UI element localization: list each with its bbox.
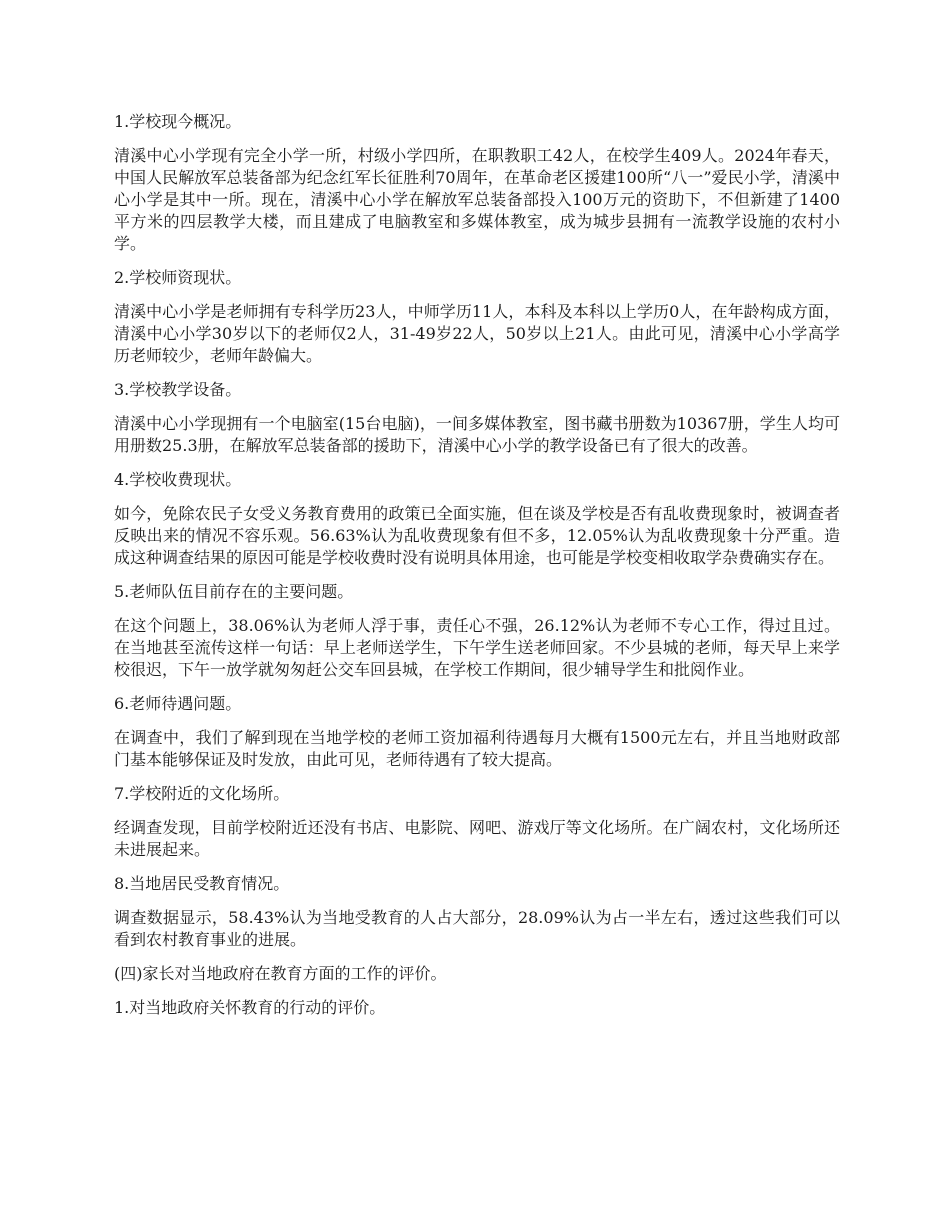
paragraph-resident-education: 调查数据显示，58.43%认为当地受教育的人占大部分，28.09%认为占一半左右，透过这些我们可以看到农村教育事业的进展。 xyxy=(114,908,840,949)
section-heading-parent-evaluation: (四)家长对当地政府在教育方面的工作的评价。 xyxy=(114,964,447,983)
section-heading-government-care: 1.对当地政府关怀教育的行动的评价。 xyxy=(114,998,386,1017)
paragraph-fee-status: 如今，免除农民子女受义务教育费用的政策已全面实施，但在谈及学校是否有乱收费现象时，被调查者反映出来的情况不容乐观。56.63%认为乱收费现象有但不多，12.05%认为乱收费现象十分严重。造成这种调查结果的原因可能是学校收费时没有说明具体用途，也可能是学校变相收取学杂费确实存在。 xyxy=(114,504,840,567)
paragraph-school-overview: 清溪中心小学现有完全小学一所，村级小学四所，在职教职工42人，在校学生409人。2024年春天，中国人民解放军总装备部为纪念红军长征胜利70周年，在革命老区援建100所“八一”爱民小学，清溪中心小学是其中一所。现在，清溪中心小学在解放军总装备部投入100万元的资助下，不但新建了1400平方米的四层教学大楼，而且建成了电脑教室和多媒体教室，成为城步县拥有一流教学设施的农村小学。 xyxy=(114,146,840,253)
section-heading-fee-status: 4.学校收费现状。 xyxy=(114,470,242,489)
section-heading-teacher-problems: 5.老师队伍目前存在的主要问题。 xyxy=(114,582,354,601)
section-heading-teacher-pay: 6.老师待遇问题。 xyxy=(114,694,242,713)
paragraph-cultural-venues: 经调查发现，目前学校附近还没有书店、电影院、网吧、游戏厅等文化场所。在广阔农村，文化场所还未进展起来。 xyxy=(114,818,840,859)
section-heading-school-overview: 1.学校现今概况。 xyxy=(114,112,242,131)
document-page xyxy=(114,111,840,1031)
paragraph-teacher-status: 清溪中心小学是老师拥有专科学历23人，中师学历11人，本科及本科以上学历0人，在年龄构成方面，清溪中心小学30岁以下的老师仅2人，31-49岁22人，50岁以上21人。由此可见，清溪中心小学高学历老师较少，老师年龄偏大。 xyxy=(114,302,840,365)
paragraph-teaching-equipment: 清溪中心小学现拥有一个电脑室(15台电脑)，一间多媒体教室，图书藏书册数为10367册，学生人均可用册数25.3册，在解放军总装备部的援助下，清溪中心小学的教学设备已有了很大的改善。 xyxy=(114,414,840,455)
section-heading-cultural-venues: 7.学校附近的文化场所。 xyxy=(114,784,290,803)
paragraph-teacher-pay: 在调查中，我们了解到现在当地学校的老师工资加福利待遇每月大概有1500元左右，并且当地财政部门基本能够保证及时发放，由此可见，老师待遇有了较大提高。 xyxy=(114,728,840,769)
paragraph-teacher-problems: 在这个问题上，38.06%认为老师人浮于事，责任心不强，26.12%认为老师不专心工作，得过且过。在当地甚至流传这样一句话：早上老师送学生，下午学生送老师回家。不少县城的老师，每天早上来学校很迟，下午一放学就匆匆赶公交车回县城，在学校工作期间，很少辅导学生和批阅作业。 xyxy=(114,616,840,679)
section-heading-teaching-equipment: 3.学校教学设备。 xyxy=(114,380,242,399)
section-heading-resident-education: 8.当地居民受教育情况。 xyxy=(114,874,290,893)
section-heading-teacher-status: 2.学校师资现状。 xyxy=(114,268,242,287)
